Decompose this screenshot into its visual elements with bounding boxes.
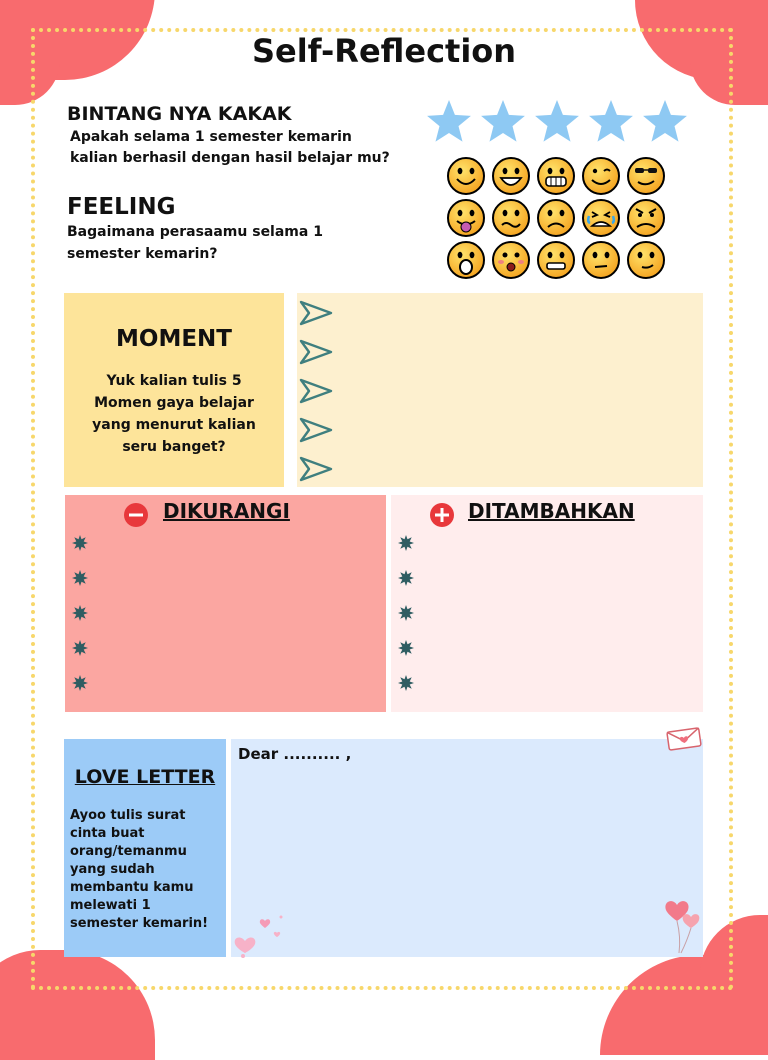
moment-box — [64, 293, 284, 487]
love-letter-line: melewati 1 — [70, 898, 151, 913]
love-letter-line: semester kemarin! — [70, 916, 209, 931]
moment-line: seru banget? — [122, 439, 226, 455]
love-letter-line: membantu kamu — [70, 880, 194, 895]
stars-question-line2: kalian berhasil dengan hasil belajar mu? — [70, 150, 390, 166]
emoji-grid — [446, 156, 672, 280]
star-rating — [426, 100, 688, 146]
thinking-emoji-icon[interactable] — [581, 240, 621, 280]
love-letter-line: yang sudah — [70, 862, 155, 877]
feeling-question-line1: Bagaimana perasaamu selama 1 — [67, 224, 323, 240]
list-bullet-icon — [72, 605, 88, 621]
love-letter-line: Ayoo tulis surat — [70, 808, 186, 823]
minus-circle-icon — [123, 502, 149, 528]
teeth-grin-emoji-icon[interactable] — [536, 156, 576, 196]
list-bullet-icon — [398, 535, 414, 551]
list-bullet-icon — [398, 605, 414, 621]
angry-emoji-icon[interactable] — [626, 198, 666, 238]
arrow-bullet-icon — [299, 339, 333, 365]
love-letter-line: cinta buat — [70, 826, 145, 841]
moment-line: Yuk kalian tulis 5 — [106, 373, 242, 389]
hearts-icon — [231, 911, 291, 959]
star-icon[interactable] — [481, 100, 525, 142]
feeling-section-title: FEELING — [67, 194, 176, 220]
arrow-bullet-icon — [299, 378, 333, 404]
stars-question-line1: Apakah selama 1 semester kemarin — [70, 129, 352, 145]
grin-emoji-icon[interactable] — [446, 156, 486, 196]
star-icon[interactable] — [427, 100, 471, 142]
moment-line: yang menurut kalian — [92, 417, 256, 433]
wink-emoji-icon[interactable] — [581, 156, 621, 196]
star-icon[interactable] — [589, 100, 633, 142]
envelope-icon — [666, 727, 702, 751]
love-letter-line: orang/temanmu — [70, 844, 187, 859]
ditambahkan-box[interactable] — [391, 495, 703, 712]
smirk-emoji-icon[interactable] — [626, 240, 666, 280]
confused-emoji-icon[interactable] — [491, 198, 531, 238]
page-title: Self-Reflection — [251, 32, 517, 70]
letter-salutation: Dear .......... , — [238, 745, 352, 763]
arrow-bullet-icon — [299, 300, 333, 326]
heart-balloons-icon — [663, 897, 703, 955]
love-letter-box — [64, 739, 226, 957]
tongue-emoji-icon[interactable] — [446, 198, 486, 238]
star-icon[interactable] — [535, 100, 579, 142]
moment-line: Momen gaya belajar — [94, 395, 254, 411]
list-bullet-icon — [398, 640, 414, 656]
list-bullet-icon — [72, 675, 88, 691]
moment-title: MOMENT — [116, 326, 232, 352]
list-bullet-icon — [72, 570, 88, 586]
ditambahkan-title: DITAMBAHKAN — [468, 499, 635, 523]
crying-emoji-icon[interactable] — [581, 198, 621, 238]
arrow-bullet-icon — [299, 417, 333, 443]
star-icon[interactable] — [643, 100, 687, 142]
list-bullet-icon — [398, 570, 414, 586]
neutral-emoji-icon[interactable] — [536, 240, 576, 280]
arrow-bullet-icon — [299, 456, 333, 482]
blush-emoji-icon[interactable] — [491, 240, 531, 280]
dikurangi-title: DIKURANGI — [163, 499, 290, 523]
dikurangi-box[interactable] — [65, 495, 386, 712]
big-smile-emoji-icon[interactable] — [491, 156, 531, 196]
list-bullet-icon — [72, 640, 88, 656]
letter-writing-area[interactable] — [231, 739, 703, 957]
feeling-question-line2: semester kemarin? — [67, 246, 218, 262]
plus-circle-icon — [429, 502, 455, 528]
moment-instructions — [64, 370, 284, 458]
list-bullet-icon — [72, 535, 88, 551]
love-letter-instructions — [70, 807, 208, 933]
moment-writing-area[interactable] — [297, 293, 703, 487]
cool-emoji-icon[interactable] — [626, 156, 666, 196]
shocked-emoji-icon[interactable] — [446, 240, 486, 280]
stars-section-title: BINTANG NYA KAKAK — [67, 103, 292, 125]
love-letter-title: LOVE LETTER — [74, 766, 216, 788]
list-bullet-icon — [398, 675, 414, 691]
sad-emoji-icon[interactable] — [536, 198, 576, 238]
